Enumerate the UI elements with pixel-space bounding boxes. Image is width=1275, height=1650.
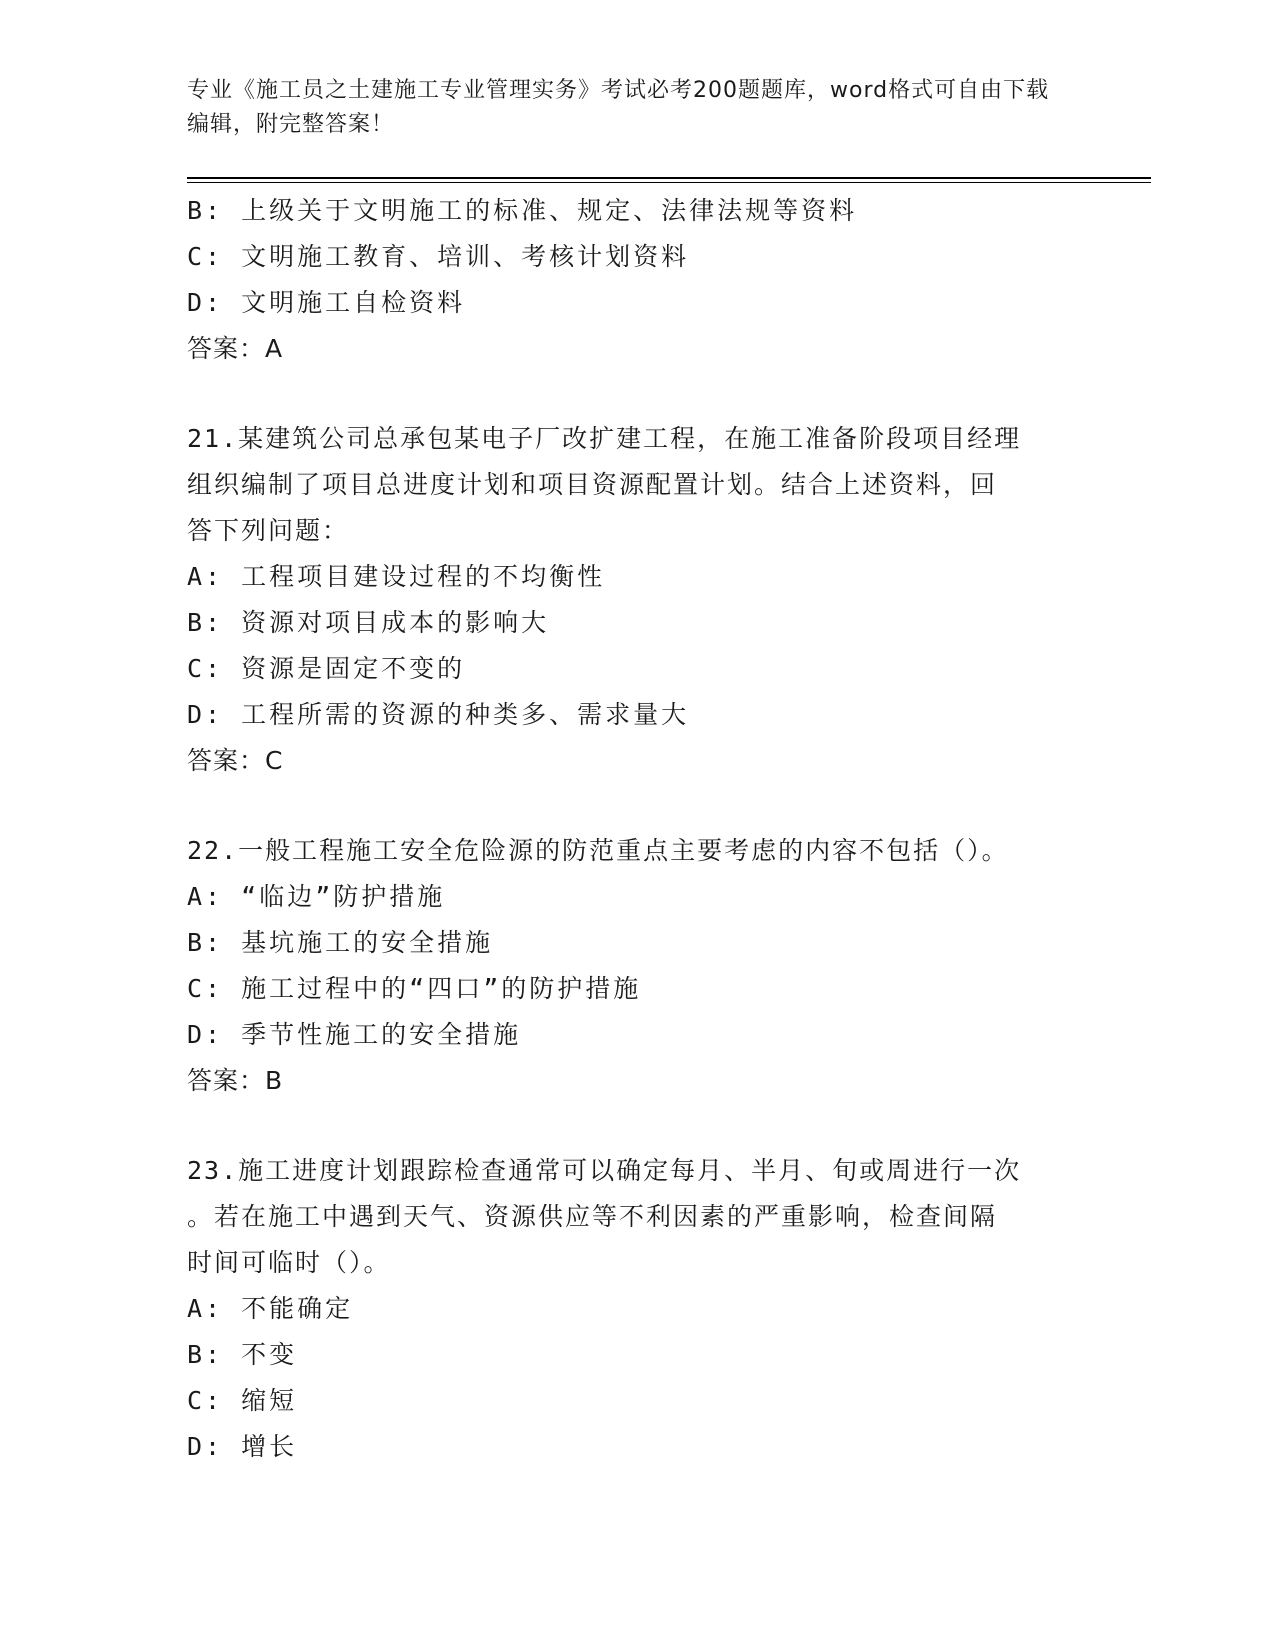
question-stem-line: 21.某建筑公司总承包某电子厂改扩建工程，在施工准备阶段项目经理	[187, 424, 1022, 453]
option-line: A: 工程项目建设过程的不均衡性	[187, 562, 606, 591]
answer-line: 答案：B	[187, 1066, 284, 1095]
option-line: C: 文明施工教育、培训、考核计划资料	[187, 242, 690, 271]
header-rule-thin	[187, 182, 1151, 183]
question-22	[187, 828, 1087, 1104]
question-stem-line: 时间可临时（）。	[187, 1248, 391, 1277]
option-line: C: 施工过程中的“四口”的防护措施	[187, 974, 642, 1003]
option-line: B: 基坑施工的安全措施	[187, 928, 494, 957]
question-stem-line: 答下列问题：	[187, 516, 350, 545]
question-21	[187, 416, 1087, 784]
spacer	[187, 784, 1087, 828]
question-stem-line: 。若在施工中遇到天气、资源供应等不利因素的严重影响，检查间隔	[187, 1202, 998, 1231]
option-line: D: 工程所需的资源的种类多、需求量大	[187, 700, 690, 729]
spacer	[187, 372, 1087, 416]
question-stem-line: 23.施工进度计划跟踪检查通常可以确定每月、半月、旬或周进行一次	[187, 1156, 1022, 1185]
document-title: 专业《施工员之土建施工专业管理实务》考试必考200题题库，word格式可自由下载编辑，附完整答案！	[187, 78, 1050, 137]
question-stem-line: 组织编制了项目总进度计划和项目资源配置计划。结合上述资料，回	[187, 470, 998, 499]
spacer	[187, 1104, 1087, 1148]
option-line: D: 文明施工自检资料	[187, 288, 466, 317]
answer-line: 答案：C	[187, 746, 284, 775]
question-23	[187, 1148, 1087, 1470]
option-line: A: “临边”防护措施	[187, 882, 446, 911]
option-line: D: 季节性施工的安全措施	[187, 1020, 522, 1049]
option-line: D: 增长	[187, 1432, 298, 1461]
option-line: B: 资源对项目成本的影响大	[187, 608, 550, 637]
option-line: A: 不能确定	[187, 1294, 354, 1323]
question-20-tail	[187, 188, 1087, 372]
answer-line: 答案：A	[187, 334, 284, 363]
option-line: B: 不变	[187, 1340, 298, 1369]
question-stem-line: 22.一般工程施工安全危险源的防范重点主要考虑的内容不包括（）。	[187, 836, 1009, 865]
header-rule-thick	[187, 177, 1151, 179]
option-line: C: 缩短	[187, 1386, 298, 1415]
option-line: C: 资源是固定不变的	[187, 654, 466, 683]
option-line: B: 上级关于文明施工的标准、规定、法律法规等资料	[187, 196, 858, 225]
question-content	[187, 188, 1087, 1470]
document-header	[187, 74, 1067, 142]
